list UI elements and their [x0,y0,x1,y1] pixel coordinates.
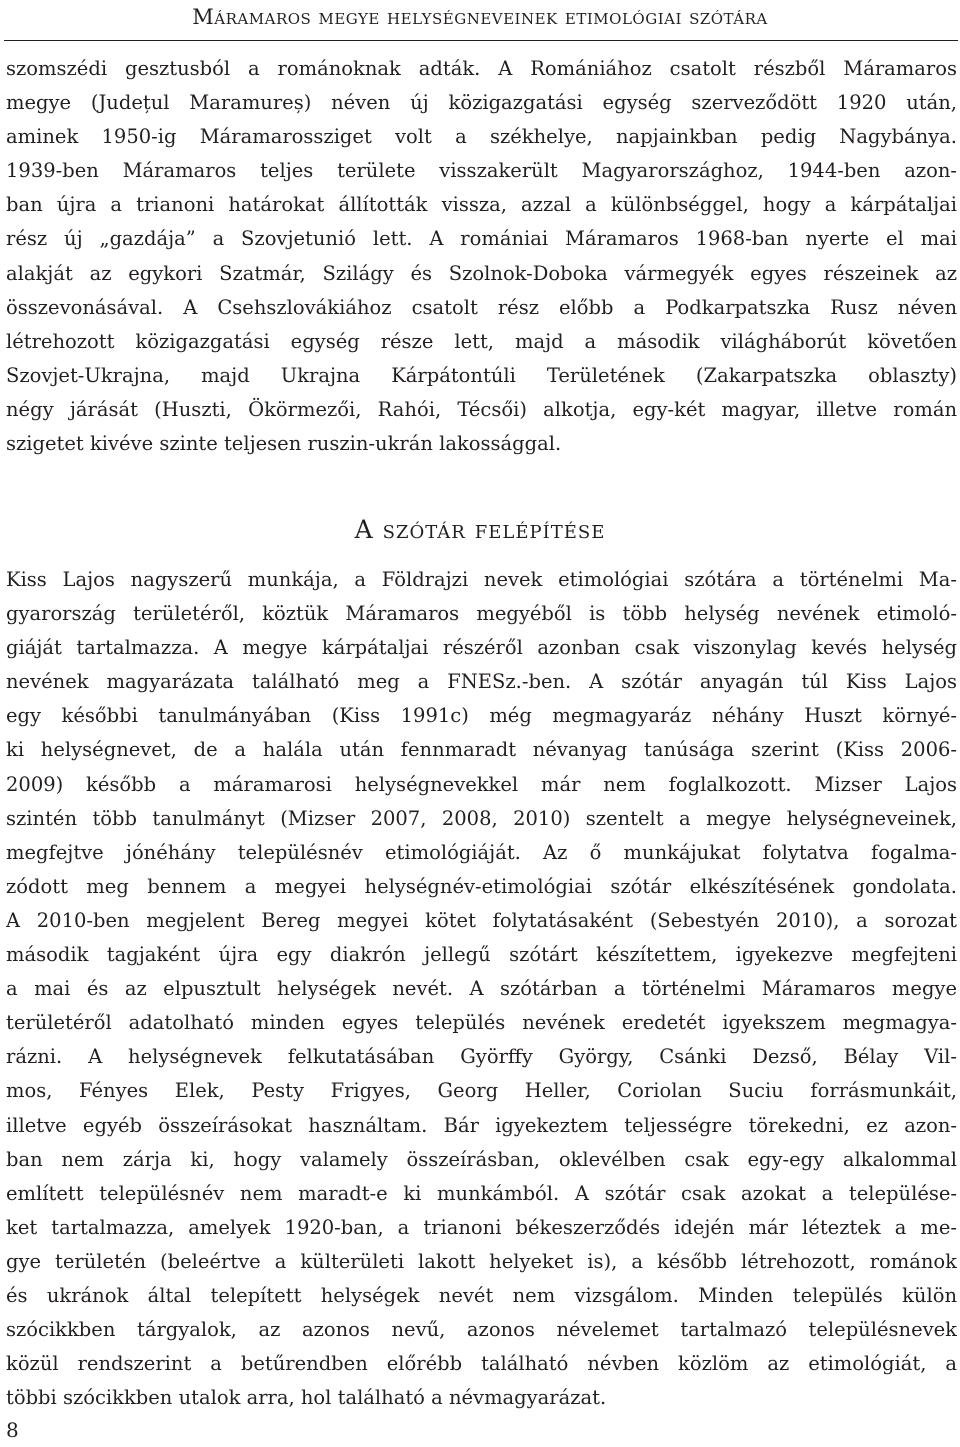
text-line: 1939-ben Máramaros teljes területe visszakerült Magyarországhoz, 1944-ben azon- [6,159,957,183]
text-line: létrehozott közigazgatási egység része lett, majd a második világháborút követően [6,329,957,353]
text-line: illetve egyéb összeírásokat használtam. Bár igyekeztem teljességre törekedni, ez azon- [6,1113,957,1137]
text-line: 2009) később a máramarosi helységnevekkel már nem foglalkozott. Mizser Lajos [6,772,957,796]
text-line: ban nem zárja ki, hogy valamely összeírásban, oklevélben csak egy-egy alkalommal [6,1147,957,1171]
text-line: többi szócikkben utalok arra, hol található a névmagyarázat. [6,1386,607,1410]
page-number: 8 [6,1418,19,1442]
text-line: gyarország területéről, köztük Máramaros megyéből is több helység nevének etimoló- [6,602,957,626]
text-line: ki helységnevet, de a halála után fennmaradt névanyag tanúsága szerint (Kiss 2006- [6,738,957,762]
text-line: a mai és az elpusztult helységek nevét. A szótárban a történelmi Máramaros megye [6,977,957,1001]
text-line: zódott meg bennem a megyei helységnév-etimológiai szótár elkészítésének gondolata. [6,874,957,898]
text-line: említett településnév nem maradt-e ki munkámból. A szótár csak azokat a települése- [6,1181,957,1205]
text-line: gye területén (beleértve a külterületi lakott helyeket is), a később létrehozott, románok [6,1249,957,1273]
text-line: szigetet kivéve szinte teljesen ruszin-ukrán lakossággal. [6,432,562,456]
text-line: mos, Fényes Elek, Pesty Frigyes, Georg Heller, Coriolan Suciu forrásmunkáit, [6,1079,957,1103]
header-rule [4,40,958,41]
text-line: rész új „gazdája” a Szovjetunió lett. A romániai Máramaros 1968-ban nyerte el mai [6,227,957,251]
text-line: négy járását (Huszti, Ökörmezői, Rahói, Técsői) alkotja, egy-két magyar, illetve román [6,397,957,421]
running-head: Máramaros megye helységneveinek etimológiai szótára [192,5,768,29]
text-line: szintén több tanulmányt (Mizser 2007, 2008, 2010) szentelt a megye helységneveinek, [6,806,957,830]
text-line: területéről adatolható minden egyes település nevének eredetét igyekszem megmagya- [6,1011,957,1035]
text-line: alakját az egykori Szatmár, Szilágy és Szolnok-Doboka vármegyék egyes részeinek az [6,261,957,285]
text-line: szócikkben tárgyalok, az azonos nevű, azonos névelemet tartalmazó településnevek [6,1318,957,1342]
text-line: közül rendszerint a betűrendben előrébb található névben közlöm az etimológiát, a [6,1352,957,1376]
text-line: ket tartalmazza, amelyek 1920-ban, a trianoni békeszerződés idején már léteztek a me- [6,1215,957,1239]
text-line: megye (Județul Maramureș) néven új közigazgatási egység szerveződött 1920 után, [6,91,957,115]
paragraph-1 [6,52,957,461]
text-line: ban újra a trianoni határokat állították vissza, azzal a különbséggel, hogy a kárpátaljai [6,193,957,217]
paragraph-2 [6,563,957,1415]
text-line: szomszédi gesztusból a románoknak adták. A Romániához csatolt részből Máramaros [6,57,957,80]
section-heading: A szótár felépítése [354,515,606,544]
text-line: rázni. A helységnevek felkutatásában Györffy György, Csánki Dezső, Bélay Vil- [6,1045,957,1069]
text-line: Kiss Lajos nagyszerű munkája, a Földrajzi nevek etimológiai szótára a történelmi Ma- [6,568,957,591]
text-line: egy későbbi tanulmányában (Kiss 1991c) még megmagyaráz néhány Huszt környé- [6,704,957,728]
text-line: nevének magyarázata található meg a FNESz.-ben. A szótár anyagán túl Kiss Lajos [6,670,957,694]
text-line: megfejtve jónéhány településnév etimológiáját. Az ő munkájukat folytatva fogalma- [6,840,957,864]
text-line: összevonásával. A Csehszlovákiához csatolt rész előbb a Podkarpatszka Rusz néven [6,295,957,319]
text-line: és ukránok által telepített helységek nevét nem vizsgálom. Minden település külön [6,1283,957,1307]
text-line: A 2010-ben megjelent Bereg megyei kötet folytatásaként (Sebestyén 2010), a sorozat [6,908,957,932]
text-line: aminek 1950-ig Máramarossziget volt a székhelye, napjainkban pedig Nagybánya. [6,125,957,149]
text-line: giáját tartalmazza. A megye kárpátaljai részéről azonban csak viszonylag kevés helység [6,636,957,660]
text-line: második tagjaként újra egy diakrón jellegű szótárt készítettem, igyekezve megfejteni [6,943,957,967]
text-line: Szovjet-Ukrajna, majd Ukrajna Kárpátontúli Területének (Zakarpatszka oblaszty) [6,363,957,387]
